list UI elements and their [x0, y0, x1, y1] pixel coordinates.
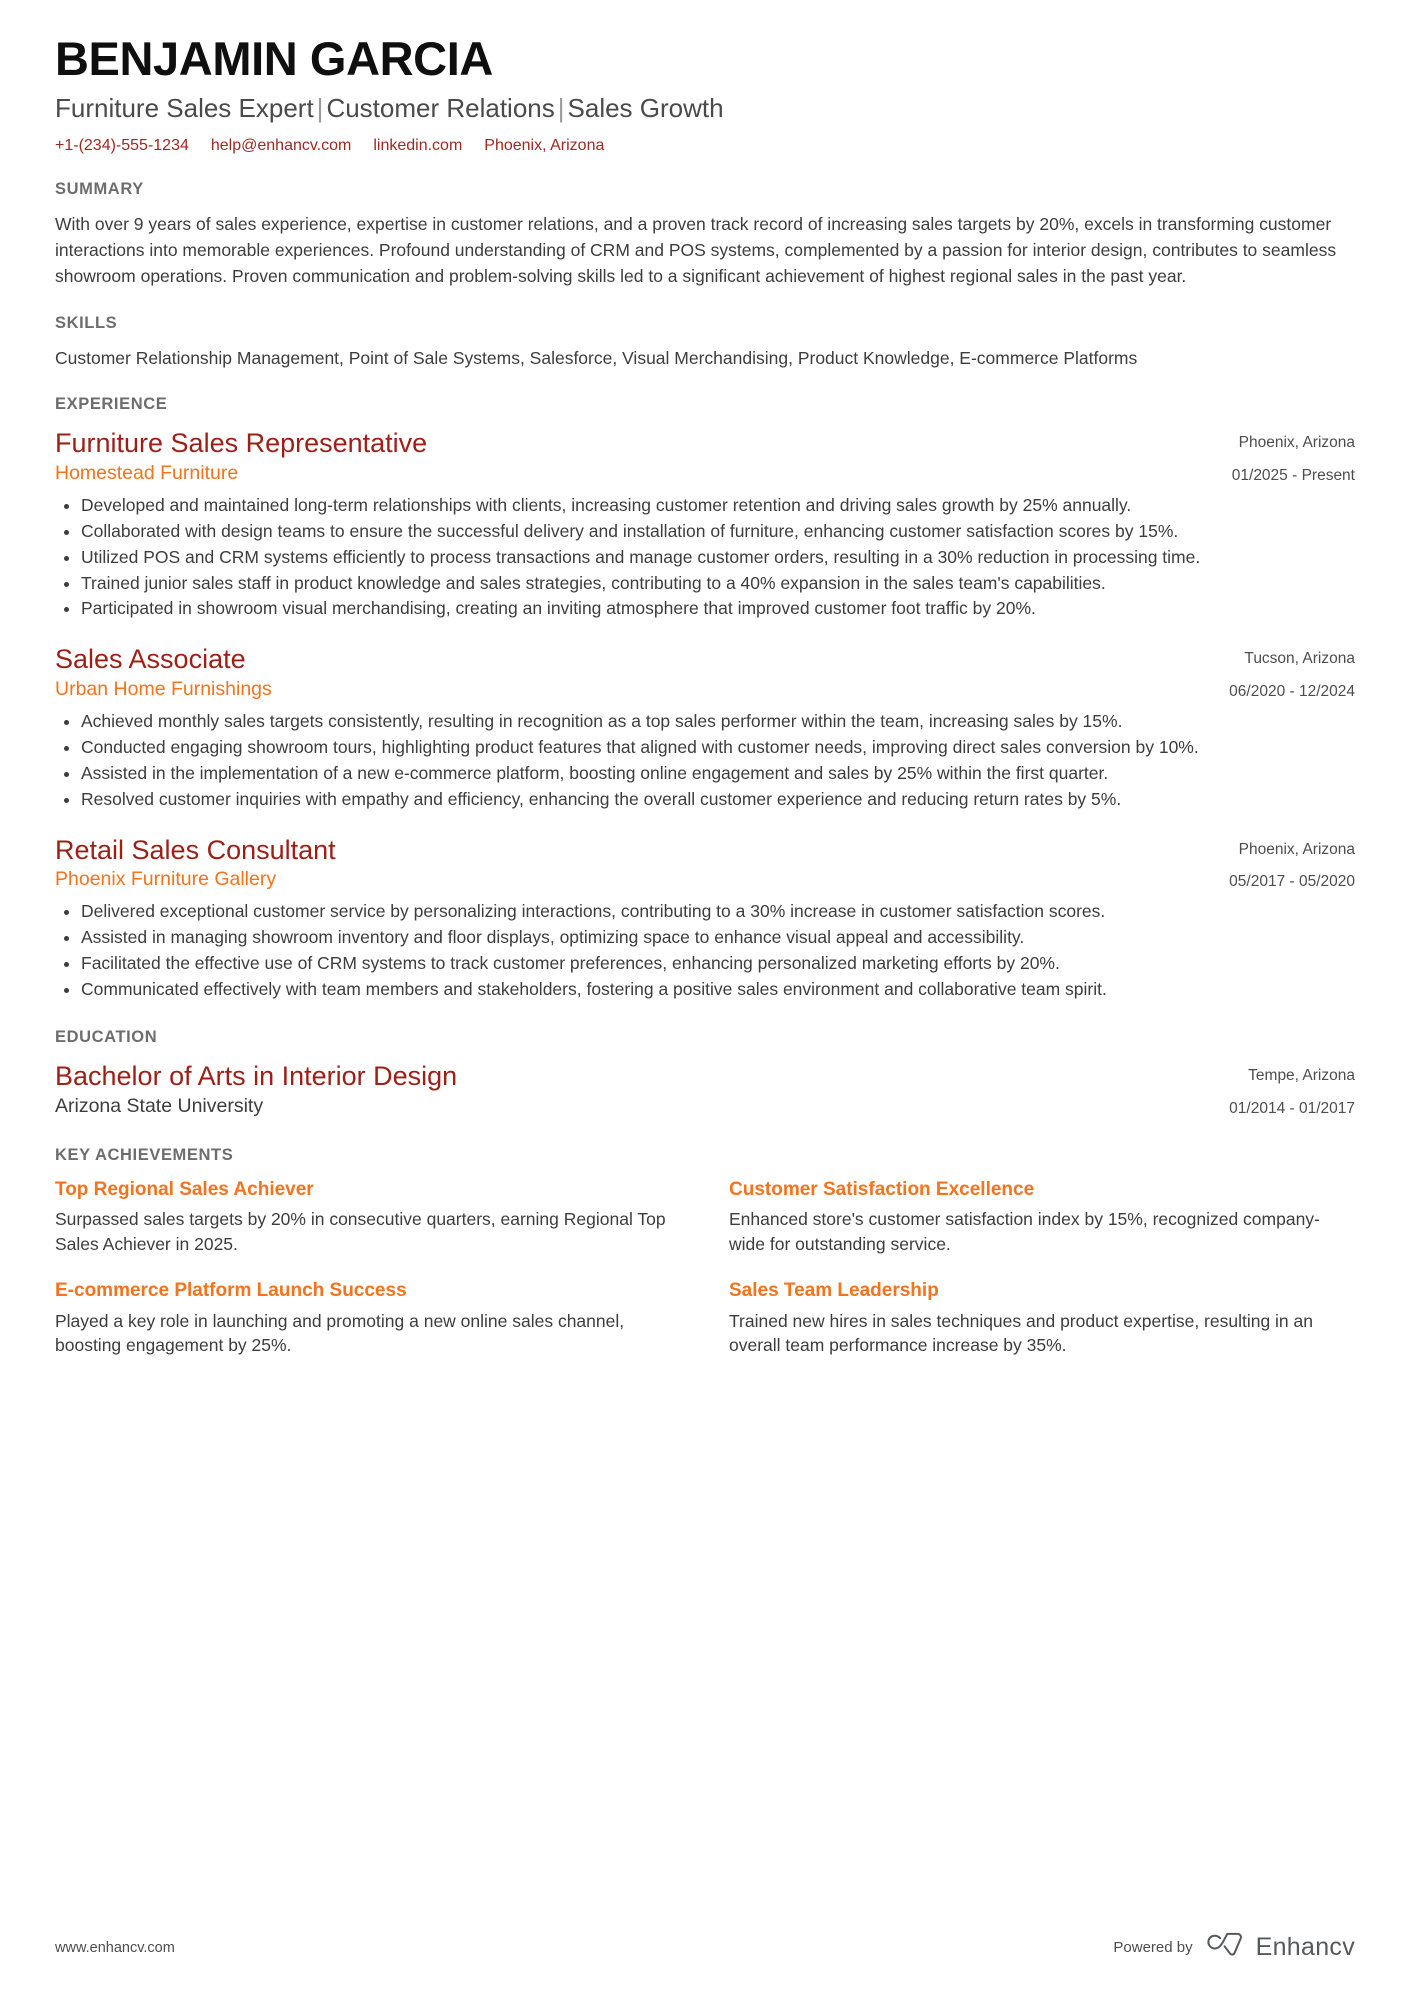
job-bullet: Developed and maintained long-term relationships with clients, increasing customer retention and driving sales growth by 25% annually.	[55, 493, 1355, 518]
job-dates: 06/2020 - 12/2024	[1229, 683, 1355, 701]
school-dates: 01/2014 - 01/2017	[1229, 1099, 1355, 1117]
achievement-title: Top Regional Sales Achiever	[55, 1178, 314, 1200]
candidate-name: BENJAMIN GARCIA	[55, 32, 493, 85]
job-bullet: Assisted in the implementation of a new e-commerce platform, boosting online engagement and sales by 25% within the first quarter.	[55, 761, 1355, 786]
enhancv-brand	[1207, 1932, 1355, 1963]
enhancv-brand-name: Enhancv	[1255, 1933, 1355, 1961]
school-location: Tempe, Arizona	[1248, 1066, 1355, 1084]
achievement-item	[55, 1279, 681, 1358]
education-entry-right	[1229, 1060, 1355, 1120]
job-bullet: Communicated effectively with team members and stakeholders, fostering a positive sales environment and collaborative team spirit.	[55, 977, 1355, 1002]
section-summary	[55, 180, 1355, 289]
job-bullet: Collaborated with design teams to ensure the successful delivery and installation of furniture, enhancing customer satisfaction scores by 15%.	[55, 519, 1355, 544]
experience-entry-left	[55, 643, 1229, 702]
powered-by-block	[1113, 1932, 1355, 1963]
experience-entry-header	[55, 643, 1355, 703]
job-location: Tucson, Arizona	[1244, 650, 1355, 668]
job-title: Sales Associate	[55, 644, 246, 675]
experience-entry	[55, 834, 1355, 1002]
candidate-headline	[55, 92, 1355, 126]
job-bullets	[55, 899, 1355, 1001]
education-entry-left	[55, 1060, 1229, 1119]
job-bullet: Delivered exceptional customer service by personalizing interactions, contributing to a 30% increase in customer satisfaction scores.	[55, 899, 1355, 924]
job-dates: 01/2025 - Present	[1231, 467, 1355, 485]
achievement-title: Customer Satisfaction Excellence	[729, 1178, 1035, 1200]
experience-entry	[55, 643, 1355, 811]
contact-row	[55, 136, 1355, 157]
headline-part-0: Furniture Sales Expert	[55, 92, 314, 123]
footer-url[interactable]: www.enhancv.com	[55, 1939, 175, 1956]
section-title-key-achievements: KEY ACHIEVEMENTS	[55, 1145, 234, 1164]
section-education	[55, 1028, 1355, 1120]
job-location: Phoenix, Arizona	[1238, 434, 1355, 452]
skills-text: Customer Relationship Management, Point of Sale Systems, Salesforce, Visual Merchandising, Product Knowledge, E-commerce Platforms	[55, 347, 1138, 368]
job-bullet: Facilitated the effective use of CRM systems to track customer preferences, enhancing personalized marketing efforts by 20%.	[55, 951, 1355, 976]
education-entry-header	[55, 1060, 1355, 1120]
achievement-description: Trained new hires in sales techniques and product expertise, resulting in an overall team performance increase by 35%.	[729, 1310, 1313, 1356]
achievement-title: E-commerce Platform Launch Success	[55, 1279, 407, 1301]
education-entry	[55, 1060, 1355, 1120]
company-name: Phoenix Furniture Gallery	[55, 868, 277, 891]
achievement-description: Played a key role in launching and promoting a new online sales channel, boosting engagement by 25%.	[55, 1310, 625, 1356]
contact-linkedin[interactable]: linkedin.com	[373, 136, 463, 154]
headline-separator-1: |	[557, 92, 565, 123]
experience-entry	[55, 427, 1355, 621]
job-dates: 05/2017 - 05/2020	[1229, 873, 1355, 891]
achievement-item	[729, 1178, 1355, 1257]
job-bullet: Conducted engaging showroom tours, highlighting product features that aligned with customer needs, improving direct sales conversion by 10%.	[55, 735, 1355, 760]
experience-entry-header	[55, 427, 1355, 487]
achievement-title: Sales Team Leadership	[729, 1279, 939, 1301]
experience-entry-right	[1232, 427, 1355, 487]
section-title-education: EDUCATION	[55, 1027, 158, 1046]
job-title: Retail Sales Consultant	[55, 834, 336, 865]
section-title-skills: SKILLS	[55, 313, 118, 332]
section-experience	[55, 395, 1355, 1002]
page-footer	[55, 1932, 1355, 1963]
experience-entry-header	[55, 834, 1355, 894]
school-name: Arizona State University	[55, 1094, 264, 1117]
contact-email[interactable]: help@enhancv.com	[210, 136, 352, 154]
enhancv-logo-icon	[1207, 1932, 1247, 1963]
company-name: Homestead Furniture	[55, 462, 239, 485]
job-bullet: Participated in showroom visual merchandising, creating an inviting atmosphere that improved customer foot traffic by 20%.	[55, 596, 1355, 621]
job-bullets	[55, 493, 1355, 621]
achievement-item	[55, 1178, 681, 1257]
achievement-item	[729, 1279, 1355, 1358]
job-bullet: Resolved customer inquiries with empathy and efficiency, enhancing the overall customer experience and reducing return rates by 5%.	[55, 787, 1355, 812]
job-bullet: Achieved monthly sales targets consistently, resulting in recognition as a top sales performer within the team, increasing sales by 15%.	[55, 709, 1355, 734]
headline-separator-0: |	[316, 92, 324, 123]
experience-entry-right	[1229, 834, 1355, 894]
job-bullet: Trained junior sales staff in product knowledge and sales strategies, contributing to a 40% expansion in the sales team's capabilities.	[55, 571, 1355, 596]
headline-part-2: Sales Growth	[567, 92, 724, 123]
powered-by-label: Powered by	[1113, 1939, 1193, 1956]
section-title-experience: EXPERIENCE	[55, 395, 168, 414]
job-bullet: Utilized POS and CRM systems efficiently to process transactions and manage customer orders, resulting in a 30% reduction in processing time.	[55, 545, 1355, 570]
job-title: Furniture Sales Representative	[55, 428, 428, 459]
section-skills	[55, 314, 1355, 372]
contact-location: Phoenix, Arizona	[484, 136, 605, 154]
achievements-grid	[55, 1178, 1355, 1359]
achievement-description: Surpassed sales targets by 20% in consecutive quarters, earning Regional Top Sales Achiever in 2025.	[55, 1209, 666, 1255]
job-location: Phoenix, Arizona	[1238, 840, 1355, 858]
resume-header	[55, 0, 1355, 156]
experience-entry-left	[55, 834, 1229, 893]
headline-part-1: Customer Relations	[326, 92, 555, 123]
job-bullets	[55, 709, 1355, 811]
section-title-summary: SUMMARY	[55, 180, 144, 199]
company-name: Urban Home Furnishings	[55, 678, 272, 701]
contact-phone[interactable]: +1-(234)-555-1234	[55, 136, 189, 154]
experience-entry-right	[1229, 643, 1355, 703]
section-key-achievements	[55, 1146, 1355, 1359]
achievement-description: Enhanced store's customer satisfaction index by 15%, recognized company-wide for outstanding service.	[729, 1209, 1320, 1255]
summary-text: With over 9 years of sales experience, expertise in customer relations, and a proven track record of increasing sales targets by 20%, excels in transforming customer interactions into memorable experiences. Profound understanding of CRM and POS systems, complemented by a passion for interior design, contributes to seamless showroom operations. Proven communication and problem-solving skills led to a significant achievement of highest regional sales in the past year.	[55, 214, 1337, 286]
degree-title: Bachelor of Arts in Interior Design	[55, 1060, 458, 1091]
job-bullet: Assisted in managing showroom inventory and floor displays, optimizing space to enhance visual appeal and accessibility.	[55, 925, 1355, 950]
experience-entry-left	[55, 427, 1232, 486]
